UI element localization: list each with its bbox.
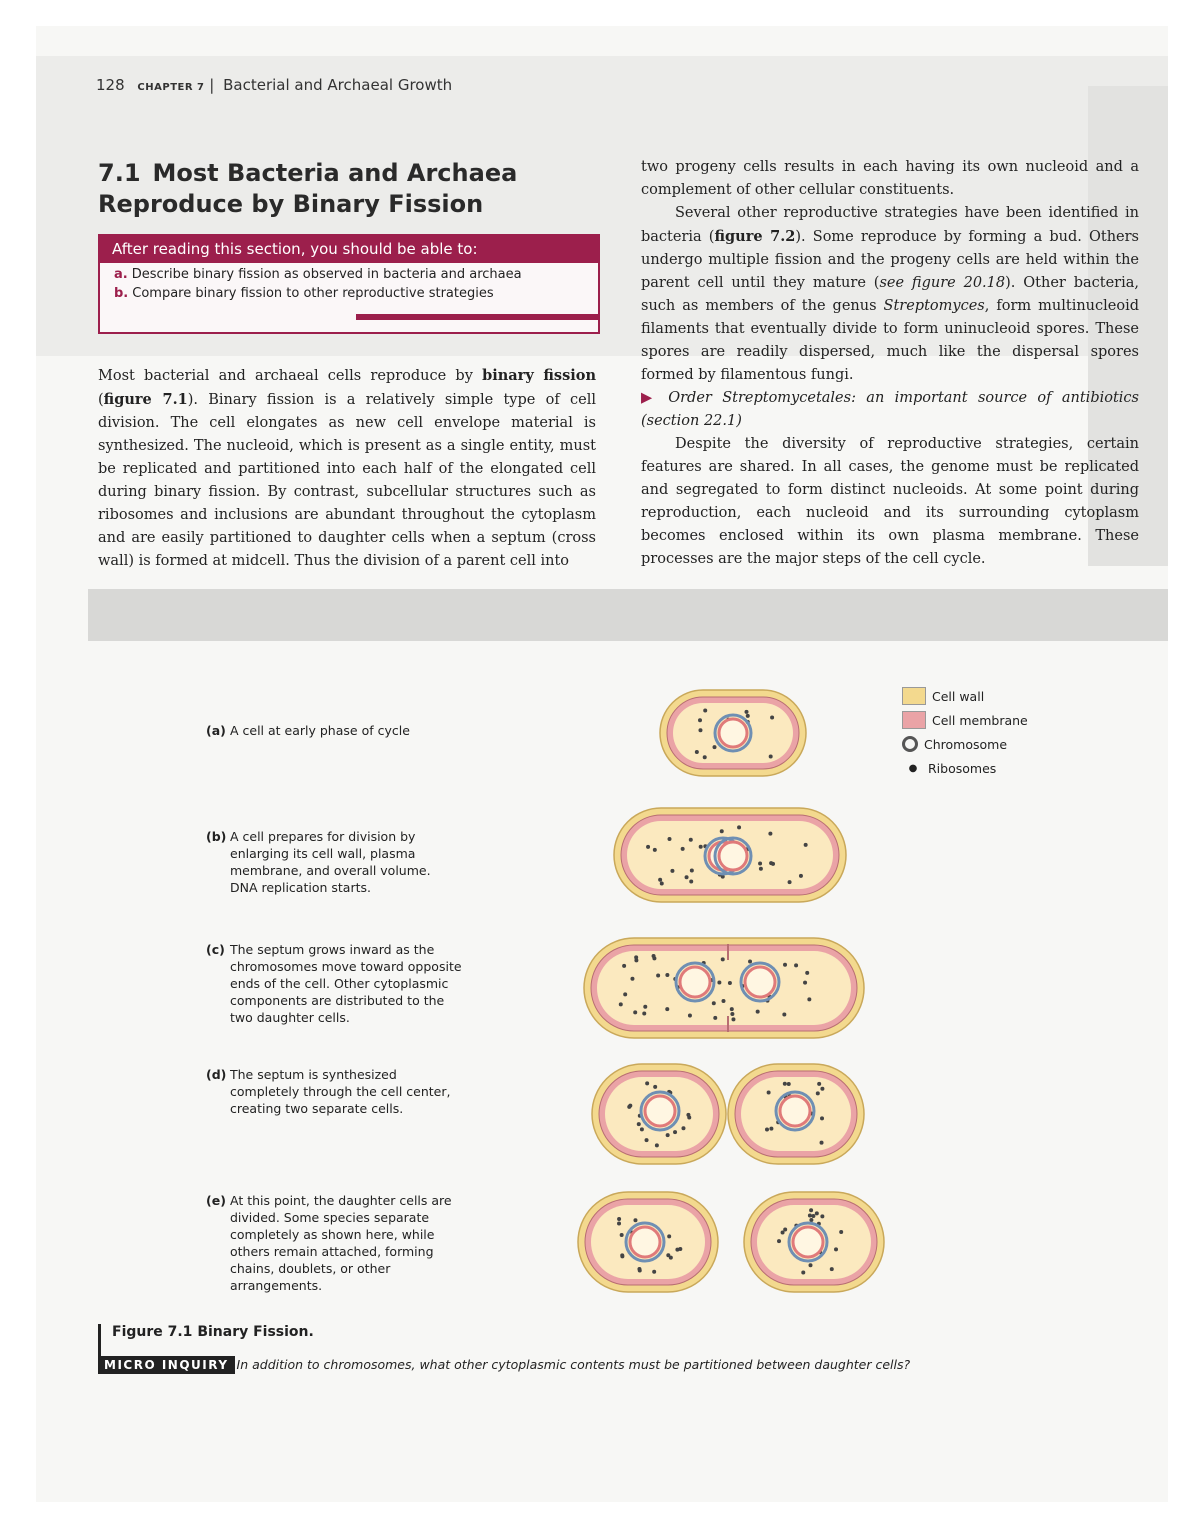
- cross-reference-arrow-icon: ▶: [641, 390, 658, 406]
- ribosome-dot: [678, 1247, 682, 1251]
- ribosome-dot: [783, 963, 787, 967]
- ribosome-dot: [646, 845, 650, 849]
- ribosome-dot: [623, 992, 627, 996]
- ribosome-dot: [658, 878, 662, 882]
- chapter-label: CHAPTER 7: [137, 82, 205, 93]
- ribosome-dot: [622, 964, 626, 968]
- ribosome-dot: [668, 837, 672, 841]
- ribosome-dot: [617, 1221, 621, 1225]
- chromosome-d2-inner: [780, 1096, 810, 1126]
- ribosome-dot: [643, 1005, 647, 1009]
- ribosome-dot: [728, 981, 732, 985]
- ribosome-dot: [669, 1256, 673, 1260]
- ribosome-dot: [756, 1010, 760, 1014]
- ribosome-dot: [745, 710, 749, 714]
- ribosome-dot: [799, 874, 803, 878]
- ribosome-dot: [830, 1267, 834, 1271]
- legend-item: Cell membrane: [902, 708, 1028, 732]
- figure-reference: see figure 20.18: [879, 275, 1006, 291]
- ribosome-dot: [834, 1247, 838, 1251]
- section-heading: Most Bacteria and Archaea Reproduce by Binary Fission: [98, 159, 518, 218]
- ribosome-dot: [720, 829, 724, 833]
- chromosome-d1-inner: [645, 1096, 675, 1126]
- ribosome-dot: [721, 957, 725, 961]
- ribosome-dot: [640, 1127, 644, 1131]
- stage-label-a: (a) A cell at early phase of cycle: [206, 723, 410, 738]
- stage-label-e: (e) At this point, the daughter cells are divided. Some species separate completely as shown here, while others remain attached, forming chains, doublets, or other arrangements.: [206, 1193, 452, 1293]
- stage-label-b: (b) A cell prepares for division by enlarging its cell wall, plasma membrane, and overall volume. DNA replication starts.: [206, 829, 431, 895]
- ribosome-dot: [722, 999, 726, 1003]
- section-number: 7.1: [98, 159, 141, 187]
- ribosome-dot: [689, 879, 693, 883]
- ribosome-dot: [690, 868, 694, 872]
- ribosome-dot: [619, 1002, 623, 1006]
- ribosome-dot: [703, 709, 707, 713]
- ribosome-dot: [820, 1087, 824, 1091]
- ribosome-dot: [782, 1013, 786, 1017]
- ribosome-dot: [660, 881, 664, 885]
- ribosome-dot: [703, 755, 707, 759]
- caption-title: Binary Fission.: [197, 1324, 314, 1340]
- ribosome-dot: [717, 981, 721, 985]
- ribosome-dot: [769, 754, 773, 758]
- page-number: 128: [96, 76, 125, 94]
- chromosome-b2-inner: [719, 842, 747, 870]
- ribosome-dot: [769, 1127, 773, 1131]
- ribosome-dot: [788, 880, 792, 884]
- ribosome-dot: [689, 838, 693, 842]
- ribosome-dot: [685, 875, 689, 879]
- body-paragraph: Several other reproductive strategies have been identified in bacteria (figure 7.2). Some reproduce by forming a bud. Others undergo multiple fission and the progeny cells are held within the parent cell until they mature (see figure 20.18). Other bacteria, such as members of the genus Streptomyces, form multinucleoid filaments that eventually divide to form uninucleoid spores. These spores are readily dispersed, much like the dispersal spores formed by filamentous fungi.: [641, 205, 1139, 383]
- ribosome-dot: [642, 1012, 646, 1016]
- ribosome-dot: [712, 1001, 716, 1005]
- ribosome-dot: [783, 1082, 787, 1086]
- ribosome-dot: [666, 1133, 670, 1137]
- ribosome-dot: [698, 728, 702, 732]
- ribosome-dot: [633, 1010, 637, 1014]
- ribosome-dot: [698, 718, 702, 722]
- ribosome-dot: [777, 1239, 781, 1243]
- ribosome-dot: [634, 958, 638, 962]
- key-term: binary fission: [482, 367, 596, 384]
- ribosome-dot: [737, 825, 741, 829]
- ribosome-dot: [713, 745, 717, 749]
- ribosome-dot: [686, 1113, 690, 1117]
- ribosome-dot: [670, 869, 674, 873]
- ribosome-dot: [820, 1141, 824, 1145]
- ribosome-dot: [653, 848, 657, 852]
- ribosome-dot: [665, 1007, 669, 1011]
- ribosome-dot: [811, 1214, 815, 1218]
- ribosome-dot: [652, 1270, 656, 1274]
- ribosome-dot: [787, 1082, 791, 1086]
- ribosome-dot: [820, 1214, 824, 1218]
- legend-item: Cell wall: [902, 684, 1028, 708]
- ribosome-dot: [655, 1143, 659, 1147]
- ribosome-dot: [746, 714, 750, 718]
- ribosome-dot: [809, 1218, 813, 1222]
- ribosome-dot: [681, 847, 685, 851]
- ribosome-dot: [765, 1127, 769, 1131]
- figure-reference: figure 7.2: [714, 228, 796, 245]
- objective-item: b. Compare binary fission to other reproductive strategies: [114, 286, 494, 301]
- objective-item: a. Describe binary fission as observed in bacteria and archaea: [114, 267, 522, 282]
- ribosome-dot: [673, 1130, 677, 1134]
- stage-label-c: (c) The septum grows inward as the chromosomes move toward opposite ends of the cell. Other cytoplasmic components are distributed to the two daughter cells.: [206, 942, 462, 1025]
- ribosome-dot: [808, 1214, 812, 1218]
- ribosome-dot: [804, 843, 808, 847]
- chromosome-a-inner: [719, 719, 747, 747]
- body-paragraph: Most bacterial and archaeal cells reproduce by binary fission (figure 7.1). Binary fission is a relatively simple type of cell division. The cell elongates as new cell envelope material is synthesized. The nucleoid, which is present as a single entity, must be replicated and partitioned into each half of the elongated cell during binary fission. By contrast, subcellular structures such as ribosomes and inclusions are abundant throughout the cytoplasm and are easily partitioned to daughter cells when a septum (cross wall) is formed at midcell. Thus the division of a parent cell into: [98, 367, 596, 569]
- ribosome-dot: [808, 1263, 812, 1267]
- ribosome-dot: [699, 845, 703, 849]
- ribosome-dot: [617, 1217, 621, 1221]
- body-paragraph: two progeny cells results in each having its own nucleoid and a complement of other cellular constituents.: [641, 159, 1139, 198]
- chapter-title: Bacterial and Archaeal Growth: [223, 76, 453, 94]
- ribosome-dot: [807, 997, 811, 1001]
- ribosome-dot: [731, 1017, 735, 1021]
- ribosome-dot: [805, 971, 809, 975]
- ribosome-dot: [633, 1218, 637, 1222]
- ribosome-dot: [783, 1228, 787, 1232]
- ribosome-dot: [730, 1012, 734, 1016]
- figure-reference: figure 7.1: [103, 391, 188, 408]
- ribosome-dot: [637, 1122, 641, 1126]
- ribosome-dot: [803, 981, 807, 985]
- body-paragraph: Despite the diversity of reproductive strategies, certain features are shared. In all cases, the genome must be replicated and segregated to form distinct nucleoids. At some point during reproduction, each nucleoid and its surrounding cytoplasm becomes enclosed within its own plasma membrane. These processes are the major steps of the cell cycle.: [641, 436, 1139, 567]
- ribosome-dot: [665, 973, 669, 977]
- ribosome-dot: [770, 715, 774, 719]
- ribosome-dot: [645, 1138, 649, 1142]
- chromosome-c1-inner: [680, 967, 710, 997]
- objectives-heading: After reading this section, you should be able to:: [100, 236, 598, 263]
- ribosome-dot: [839, 1230, 843, 1234]
- ribosome-dot: [681, 1126, 685, 1130]
- ribosome-dot: [768, 832, 772, 836]
- ribosome-dot: [816, 1091, 820, 1095]
- ribosome-dot: [815, 1211, 819, 1215]
- ribosome-dot: [645, 1081, 649, 1085]
- ribosome-dot: [653, 1085, 657, 1089]
- ribosome-dot: [630, 977, 634, 981]
- ribosome-dot: [713, 1016, 717, 1020]
- legend-item: Chromosome: [902, 732, 1028, 756]
- ribosome-dot: [730, 1007, 734, 1011]
- ribosome-dot: [759, 867, 763, 871]
- header-separator: |: [209, 76, 215, 94]
- ribosome-dot: [794, 963, 798, 967]
- ribosome-dot: [656, 973, 660, 977]
- ribosome-dot: [688, 1014, 692, 1018]
- legend-item: ● Ribosomes: [902, 756, 1028, 780]
- ribosome-dot: [620, 1233, 624, 1237]
- ribosome-dot: [667, 1234, 671, 1238]
- ribosome-dot: [652, 954, 656, 958]
- stage-label-d: (d) The septum is synthesized completely through the cell center, creating two separate cells.: [206, 1067, 451, 1116]
- ribosome-dot: [801, 1271, 805, 1275]
- ribosome-dot: [769, 861, 773, 865]
- cross-reference: ▶ Order Streptomycetales: an important source of antibiotics (section 22.1): [641, 390, 1139, 429]
- chromosome-e2-inner: [793, 1227, 823, 1257]
- ribosome-dot: [809, 1208, 813, 1212]
- ribosome-dot: [695, 750, 699, 754]
- ribosome-dot: [758, 862, 762, 866]
- ribosome-dot: [620, 1253, 624, 1257]
- ribosome-dot: [767, 1090, 771, 1094]
- ribosome-dot: [820, 1116, 824, 1120]
- ribosome-dot: [817, 1082, 821, 1086]
- chromosome-c2-inner: [745, 967, 775, 997]
- ribosome-dot: [748, 960, 752, 964]
- chromosome-e1-inner: [630, 1227, 660, 1257]
- dot-icon: ●: [908, 762, 918, 774]
- caption-label: Figure 7.1: [112, 1324, 193, 1340]
- micro-inquiry-question: In addition to chromosomes, what other cytoplasmic contents must be partitioned between daughter cells?: [236, 1357, 911, 1372]
- micro-inquiry-badge: MICRO INQUIRY: [98, 1356, 235, 1374]
- ribosome-dot: [637, 1267, 641, 1271]
- ribosome-dot: [627, 1105, 631, 1109]
- genus-name: Streptomyces: [883, 298, 985, 314]
